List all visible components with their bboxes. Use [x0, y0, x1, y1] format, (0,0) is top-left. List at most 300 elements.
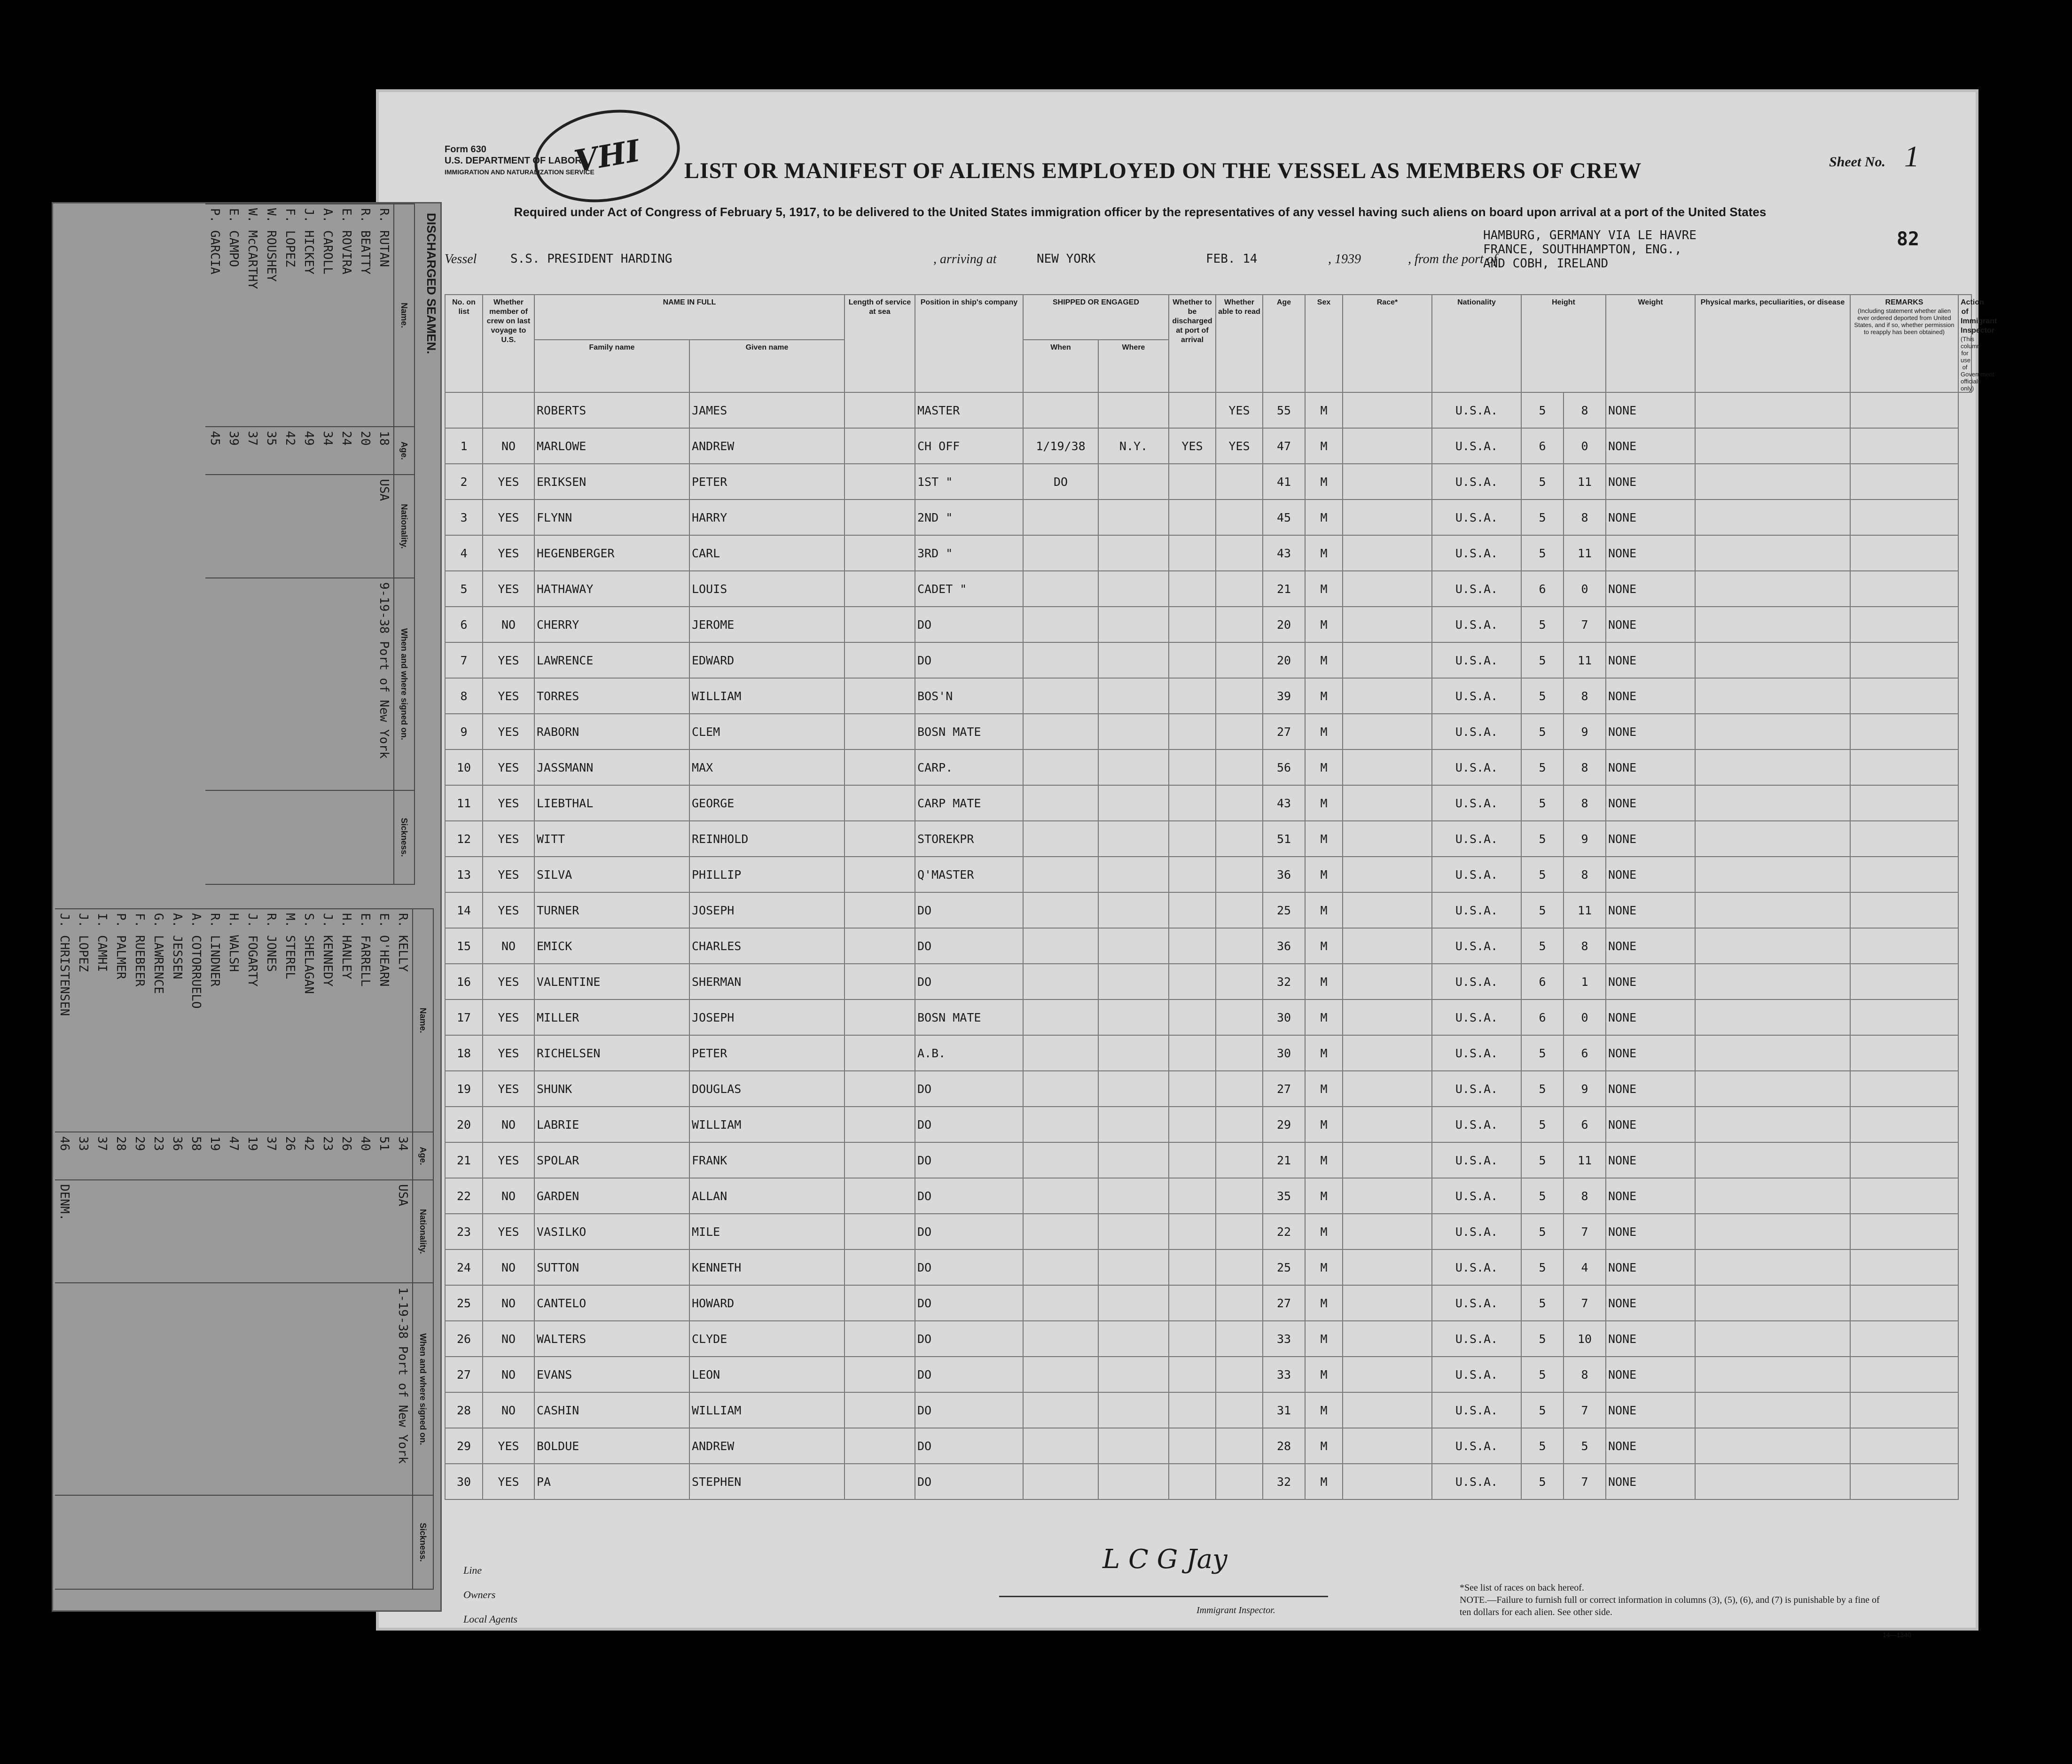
- cell-disch: [1169, 1142, 1216, 1178]
- cell-read: YES: [1216, 428, 1263, 464]
- cell-read: [1216, 1249, 1263, 1285]
- cell-in: 0: [1564, 571, 1606, 607]
- slip-name: R. RUTAN: [375, 204, 394, 427]
- cell-last: YES: [483, 785, 534, 821]
- cell-sex: M: [1305, 857, 1343, 892]
- slip-row: [281, 909, 299, 1589]
- cell-pos: DO: [915, 607, 1023, 642]
- cell-read: [1216, 678, 1263, 714]
- cell-marks: NONE: [1606, 535, 1695, 571]
- cell-no: 15: [445, 928, 483, 964]
- cell-marks: NONE: [1606, 607, 1695, 642]
- cell-read: [1216, 535, 1263, 571]
- cell-last: YES: [483, 999, 534, 1035]
- slip-sickness: [262, 1495, 281, 1589]
- cell-disch: [1169, 964, 1216, 999]
- cell-disch: [1169, 464, 1216, 500]
- slip-row: [74, 909, 93, 1589]
- cell-empty: [1695, 857, 1850, 892]
- cell-pos: CADET ": [915, 571, 1023, 607]
- cell-nat: U.S.A.: [1432, 1392, 1521, 1428]
- cell-given: GEORGE: [689, 785, 844, 821]
- cell-given: ANDREW: [689, 1428, 844, 1464]
- cell-marks: NONE: [1606, 1357, 1695, 1392]
- cell-in: 0: [1564, 428, 1606, 464]
- slip-name: E. CAMPO: [224, 204, 243, 427]
- slip-age: 34: [393, 1132, 413, 1180]
- cell-nat: U.S.A.: [1432, 1321, 1521, 1357]
- cell-marks: NONE: [1606, 571, 1695, 607]
- cell-in: 11: [1564, 642, 1606, 678]
- slip-nationality: [281, 1180, 299, 1283]
- table-row: [445, 714, 1971, 749]
- cell-marks: NONE: [1606, 1071, 1695, 1107]
- cell-where: [1098, 785, 1169, 821]
- cell-given: PETER: [689, 1035, 844, 1071]
- cell-nat: U.S.A.: [1432, 1035, 1521, 1071]
- cell-empty: [1850, 1071, 1958, 1107]
- col-remarks: REMARKS (Including statement whether alien ever ordered deported from United States, and if so, whether permission to reapply has been obtained): [1850, 295, 1958, 392]
- cell-marks: NONE: [1606, 928, 1695, 964]
- cell-empty: [1850, 607, 1958, 642]
- cell-nat: U.S.A.: [1432, 1142, 1521, 1178]
- cell-ht: 5: [1521, 1285, 1564, 1321]
- table-row: [445, 607, 1971, 642]
- cell-no: 16: [445, 964, 483, 999]
- cell-empty: [1343, 571, 1432, 607]
- cell-ht: 5: [1521, 607, 1564, 642]
- cell-where: [1098, 571, 1169, 607]
- cell-last: YES: [483, 464, 534, 500]
- cell-in: 6: [1564, 1107, 1606, 1142]
- cell-ht: 5: [1521, 1249, 1564, 1285]
- cell-read: [1216, 500, 1263, 535]
- slip-signed-on: [55, 1283, 74, 1495]
- slip-age: 36: [168, 1132, 187, 1180]
- slip-signed-on: [281, 578, 299, 790]
- cell-no: 17: [445, 999, 483, 1035]
- cell-age: 21: [1263, 1142, 1305, 1178]
- cell-marks: NONE: [1606, 678, 1695, 714]
- cell-empty: [1850, 642, 1958, 678]
- cell-ht: 5: [1521, 1142, 1564, 1178]
- cell-where: [1098, 892, 1169, 928]
- cell-when: [1023, 535, 1098, 571]
- cell-empty: [1343, 1071, 1432, 1107]
- cell-ht: 5: [1521, 535, 1564, 571]
- cell-when: [1023, 821, 1098, 857]
- cell-family: MILLER: [534, 999, 689, 1035]
- slip-sickness: [262, 790, 281, 884]
- cell-when: [1023, 678, 1098, 714]
- cell-empty: [1343, 1178, 1432, 1214]
- cell-empty: [1695, 642, 1850, 678]
- cell-when: [1023, 642, 1098, 678]
- cell-empty: [844, 428, 915, 464]
- slip-name: H. HANLEY: [337, 909, 356, 1132]
- slip-sickness: [356, 1495, 375, 1589]
- cell-sex: M: [1305, 1107, 1343, 1142]
- table-row: [445, 999, 1971, 1035]
- cell-empty: [1850, 1392, 1958, 1428]
- slip-row: [111, 909, 130, 1589]
- table-row: [445, 1142, 1971, 1178]
- cell-where: [1098, 464, 1169, 500]
- cell-pos: DO: [915, 1321, 1023, 1357]
- cell-read: [1216, 749, 1263, 785]
- cell-age: 31: [1263, 1392, 1305, 1428]
- slip-sickness: [281, 1495, 299, 1589]
- slip-age: 24: [337, 427, 356, 475]
- cell-disch: [1169, 1214, 1216, 1249]
- slip-age: 26: [337, 1132, 356, 1180]
- cell-empty: [1695, 535, 1850, 571]
- slip-sickness: [187, 1495, 205, 1589]
- slip-age: 35: [262, 427, 281, 475]
- cell-empty: [1343, 1142, 1432, 1178]
- cell-sex: M: [1305, 1428, 1343, 1464]
- cell-last: YES: [483, 892, 534, 928]
- slip-row: [205, 909, 224, 1589]
- cell-when: [1023, 1178, 1098, 1214]
- cell-ht: 5: [1521, 678, 1564, 714]
- slip-signed-on: [299, 1283, 318, 1495]
- slip-row: [168, 909, 187, 1589]
- slip-age: 39: [224, 427, 243, 475]
- slip-nationality: [318, 1180, 337, 1283]
- cell-age: 51: [1263, 821, 1305, 857]
- cell-pos: DO: [915, 1249, 1023, 1285]
- slip-signed-on: [224, 1283, 243, 1495]
- cell-empty: [1695, 1178, 1850, 1214]
- cell-empty: [844, 535, 915, 571]
- cell-ht: 6: [1521, 964, 1564, 999]
- slip-nationality: [281, 475, 299, 578]
- cell-pos: Q'MASTER: [915, 857, 1023, 892]
- cell-ht: 5: [1521, 1107, 1564, 1142]
- cell-where: [1098, 607, 1169, 642]
- cell-no: 24: [445, 1249, 483, 1285]
- cell-age: 39: [1263, 678, 1305, 714]
- cell-in: 7: [1564, 1392, 1606, 1428]
- cell-disch: [1169, 999, 1216, 1035]
- cell-age: 25: [1263, 1249, 1305, 1285]
- cell-empty: [1343, 642, 1432, 678]
- cell-last: YES: [483, 1071, 534, 1107]
- col-discharged: Whether to be discharged at port of arrival: [1169, 295, 1216, 392]
- cell-in: 8: [1564, 1178, 1606, 1214]
- cell-empty: [1343, 1357, 1432, 1392]
- cell-empty: [1695, 1142, 1850, 1178]
- cell-where: [1098, 1357, 1169, 1392]
- slip-nationality: [111, 1180, 130, 1283]
- cell-empty: [1343, 1107, 1432, 1142]
- cell-age: 20: [1263, 607, 1305, 642]
- slip-row: [318, 909, 337, 1589]
- cell-ht: 5: [1521, 392, 1564, 428]
- cell-age: 32: [1263, 964, 1305, 999]
- slip-age: 33: [74, 1132, 93, 1180]
- cell-when: [1023, 749, 1098, 785]
- cell-sex: M: [1305, 1035, 1343, 1071]
- cell-sex: M: [1305, 535, 1343, 571]
- table-row: [445, 1214, 1971, 1249]
- col-when: When: [1023, 340, 1098, 392]
- cell-last: NO: [483, 1357, 534, 1392]
- cell-pos: DO: [915, 1392, 1023, 1428]
- col-height: Height: [1521, 295, 1606, 392]
- cell-read: [1216, 1178, 1263, 1214]
- cell-last: [483, 392, 534, 428]
- cell-sex: M: [1305, 1071, 1343, 1107]
- cell-ht: 5: [1521, 500, 1564, 535]
- signature-line: [999, 1596, 1328, 1597]
- cell-ht: 5: [1521, 1464, 1564, 1499]
- cell-read: YES: [1216, 392, 1263, 428]
- cell-in: 7: [1564, 607, 1606, 642]
- cell-last: NO: [483, 1249, 534, 1285]
- cell-family: SILVA: [534, 857, 689, 892]
- cell-empty: [1343, 1464, 1432, 1499]
- cell-when: [1023, 1107, 1098, 1142]
- cell-where: [1098, 1285, 1169, 1321]
- cell-empty: [1695, 1357, 1850, 1392]
- cell-empty: [844, 1178, 915, 1214]
- cell-given: EDWARD: [689, 642, 844, 678]
- slip-nationality: USA: [393, 1180, 413, 1283]
- cell-marks: NONE: [1606, 892, 1695, 928]
- slip-nationality: [205, 475, 224, 578]
- slip-age: 51: [375, 1132, 393, 1180]
- cell-nat: U.S.A.: [1432, 500, 1521, 535]
- cell-family: RICHELSEN: [534, 1035, 689, 1071]
- slip-sickness: [224, 790, 243, 884]
- cell-empty: [844, 1071, 915, 1107]
- cell-read: [1216, 1392, 1263, 1428]
- cell-empty: [1850, 464, 1958, 500]
- slip-nationality: [356, 1180, 375, 1283]
- cell-read: [1216, 928, 1263, 964]
- cell-when: [1023, 999, 1098, 1035]
- cell-empty: [1343, 999, 1432, 1035]
- cell-in: 9: [1564, 1071, 1606, 1107]
- cell-sex: M: [1305, 1285, 1343, 1321]
- slip-sickness: [299, 1495, 318, 1589]
- slip-nationality: [337, 475, 356, 578]
- cell-where: [1098, 1392, 1169, 1428]
- table-row: [445, 892, 1971, 928]
- cell-empty: [1695, 428, 1850, 464]
- cell-last: YES: [483, 857, 534, 892]
- cell-empty: [844, 1035, 915, 1071]
- table-row: [445, 1035, 1971, 1071]
- cell-ht: 5: [1521, 749, 1564, 785]
- cell-in: 6: [1564, 1035, 1606, 1071]
- cell-empty: [1850, 1321, 1958, 1357]
- cell-pos: 2ND ": [915, 500, 1023, 535]
- cell-nat: U.S.A.: [1432, 428, 1521, 464]
- cell-empty: [1343, 714, 1432, 749]
- cell-ht: 6: [1521, 571, 1564, 607]
- cell-family: RABORN: [534, 714, 689, 749]
- cell-marks: NONE: [1606, 1321, 1695, 1357]
- slip-nationality: [337, 1180, 356, 1283]
- slip-age: 19: [243, 1132, 262, 1180]
- cell-pos: BOSN MATE: [915, 999, 1023, 1035]
- cell-last: YES: [483, 535, 534, 571]
- slip-row: [375, 909, 393, 1589]
- cell-in: 11: [1564, 535, 1606, 571]
- cell-empty: [1695, 785, 1850, 821]
- cell-read: [1216, 571, 1263, 607]
- slip-row: [299, 204, 318, 884]
- cell-family: LIEBTHAL: [534, 785, 689, 821]
- slip-name: A. JESSEN: [168, 909, 187, 1132]
- cell-sex: M: [1305, 1178, 1343, 1214]
- cell-age: 25: [1263, 892, 1305, 928]
- slip-nationality: [149, 1180, 168, 1283]
- cell-sex: M: [1305, 1214, 1343, 1249]
- table-row: [445, 500, 1971, 535]
- cell-empty: [1343, 1035, 1432, 1071]
- cell-empty: [1695, 964, 1850, 999]
- cell-marks: NONE: [1606, 1142, 1695, 1178]
- cell-nat: U.S.A.: [1432, 785, 1521, 821]
- cell-sex: M: [1305, 607, 1343, 642]
- cell-where: [1098, 1428, 1169, 1464]
- col-name: NAME IN FULL: [534, 295, 844, 340]
- cell-disch: [1169, 607, 1216, 642]
- cell-pos: DO: [915, 1214, 1023, 1249]
- cell-pos: 3RD ": [915, 535, 1023, 571]
- cell-nat: U.S.A.: [1432, 535, 1521, 571]
- cell-disch: [1169, 1035, 1216, 1071]
- slip-row: [205, 204, 224, 884]
- cell-empty: [1695, 571, 1850, 607]
- cell-last: YES: [483, 1214, 534, 1249]
- cell-family: VALENTINE: [534, 964, 689, 999]
- cell-sex: M: [1305, 785, 1343, 821]
- cell-in: 8: [1564, 392, 1606, 428]
- cell-family: ROBERTS: [534, 392, 689, 428]
- cell-ht: 5: [1521, 892, 1564, 928]
- cell-marks: NONE: [1606, 749, 1695, 785]
- slip-age: 42: [281, 427, 299, 475]
- cell-ht: 5: [1521, 1178, 1564, 1214]
- cell-no: 30: [445, 1464, 483, 1499]
- cell-empty: [1343, 500, 1432, 535]
- slip-row: [356, 909, 375, 1589]
- cell-ht: 5: [1521, 464, 1564, 500]
- cell-age: 41: [1263, 464, 1305, 500]
- cell-pos: BOSN MATE: [915, 714, 1023, 749]
- cell-disch: [1169, 857, 1216, 892]
- slip-nationality: [318, 475, 337, 578]
- table-row: [445, 749, 1971, 785]
- cell-empty: [1695, 1214, 1850, 1249]
- corner-number: 82: [1896, 228, 1919, 250]
- cell-in: 8: [1564, 678, 1606, 714]
- slip-name: F. LOPEZ: [281, 204, 299, 427]
- cell-empty: [1695, 1428, 1850, 1464]
- cell-empty: [844, 928, 915, 964]
- cell-given: MAX: [689, 749, 844, 785]
- cell-empty: [1695, 500, 1850, 535]
- col-weight: Weight: [1606, 295, 1695, 392]
- cell-given: DOUGLAS: [689, 1071, 844, 1107]
- slip-signed-on: [356, 1283, 375, 1495]
- table-row: [445, 1321, 1971, 1357]
- manifest-sheet: [376, 89, 1997, 1639]
- slip-row: [262, 909, 281, 1589]
- cell-given: JAMES: [689, 392, 844, 428]
- cell-age: 36: [1263, 928, 1305, 964]
- cell-no: 14: [445, 892, 483, 928]
- table-row: [445, 821, 1971, 857]
- slip-age: 28: [111, 1132, 130, 1180]
- cell-empty: [1343, 428, 1432, 464]
- slip-signed-on: [375, 1283, 393, 1495]
- cell-empty: [844, 999, 915, 1035]
- cell-family: WALTERS: [534, 1321, 689, 1357]
- cell-when: [1023, 1071, 1098, 1107]
- cell-empty: [844, 500, 915, 535]
- cell-empty: [1850, 857, 1958, 892]
- col-no: No. on list: [445, 295, 483, 392]
- slip-sickness: [299, 790, 318, 884]
- cell-read: [1216, 1357, 1263, 1392]
- slip-name: J. HICKEY: [299, 204, 318, 427]
- cell-pos: DO: [915, 928, 1023, 964]
- cell-given: WILLIAM: [689, 678, 844, 714]
- slip-row: [55, 909, 74, 1589]
- col-position: Position in ship's company: [915, 295, 1023, 392]
- inspector-signature: L C G Jay: [1102, 1544, 1228, 1575]
- cell-nat: U.S.A.: [1432, 1214, 1521, 1249]
- slip-row: [224, 204, 243, 884]
- cell-sex: M: [1305, 928, 1343, 964]
- slip-name: H. WALSH: [224, 909, 243, 1132]
- slip-sickness: [337, 1495, 356, 1589]
- table-row: [445, 1249, 1971, 1285]
- form-identifier: Form 630 U.S. DEPARTMENT OF LABOR IMMIGRATION AND NATURALIZATION SERVICE: [445, 144, 594, 176]
- cell-marks: NONE: [1606, 642, 1695, 678]
- cell-nat: U.S.A.: [1432, 678, 1521, 714]
- table-row: [445, 678, 1971, 714]
- cell-given: REINHOLD: [689, 821, 844, 857]
- cell-read: [1216, 1107, 1263, 1142]
- cell-empty: [1850, 678, 1958, 714]
- cell-empty: [1343, 1428, 1432, 1464]
- cell-empty: [844, 678, 915, 714]
- cell-pos: DO: [915, 892, 1023, 928]
- slip-name: J. FOGARTY: [243, 909, 262, 1132]
- cell-family: TURNER: [534, 892, 689, 928]
- cell-ht: 5: [1521, 642, 1564, 678]
- slip-sickness: [393, 1495, 413, 1589]
- cell-sex: M: [1305, 1321, 1343, 1357]
- cell-no: 20: [445, 1107, 483, 1142]
- cell-family: FLYNN: [534, 500, 689, 535]
- slip-nationality: [299, 1180, 318, 1283]
- cell-age: 21: [1263, 571, 1305, 607]
- cell-where: [1098, 1464, 1169, 1499]
- cell-in: 8: [1564, 500, 1606, 535]
- cell-empty: [1850, 714, 1958, 749]
- slip-age: 37: [93, 1132, 111, 1180]
- page-subtitle: Required under Act of Congress of February 5, 1917, to be delivered to the United States immigration officer by the representatives of any vessel having such aliens on board upon arrival at a port of the United States: [514, 205, 1767, 219]
- cell-empty: [1343, 1249, 1432, 1285]
